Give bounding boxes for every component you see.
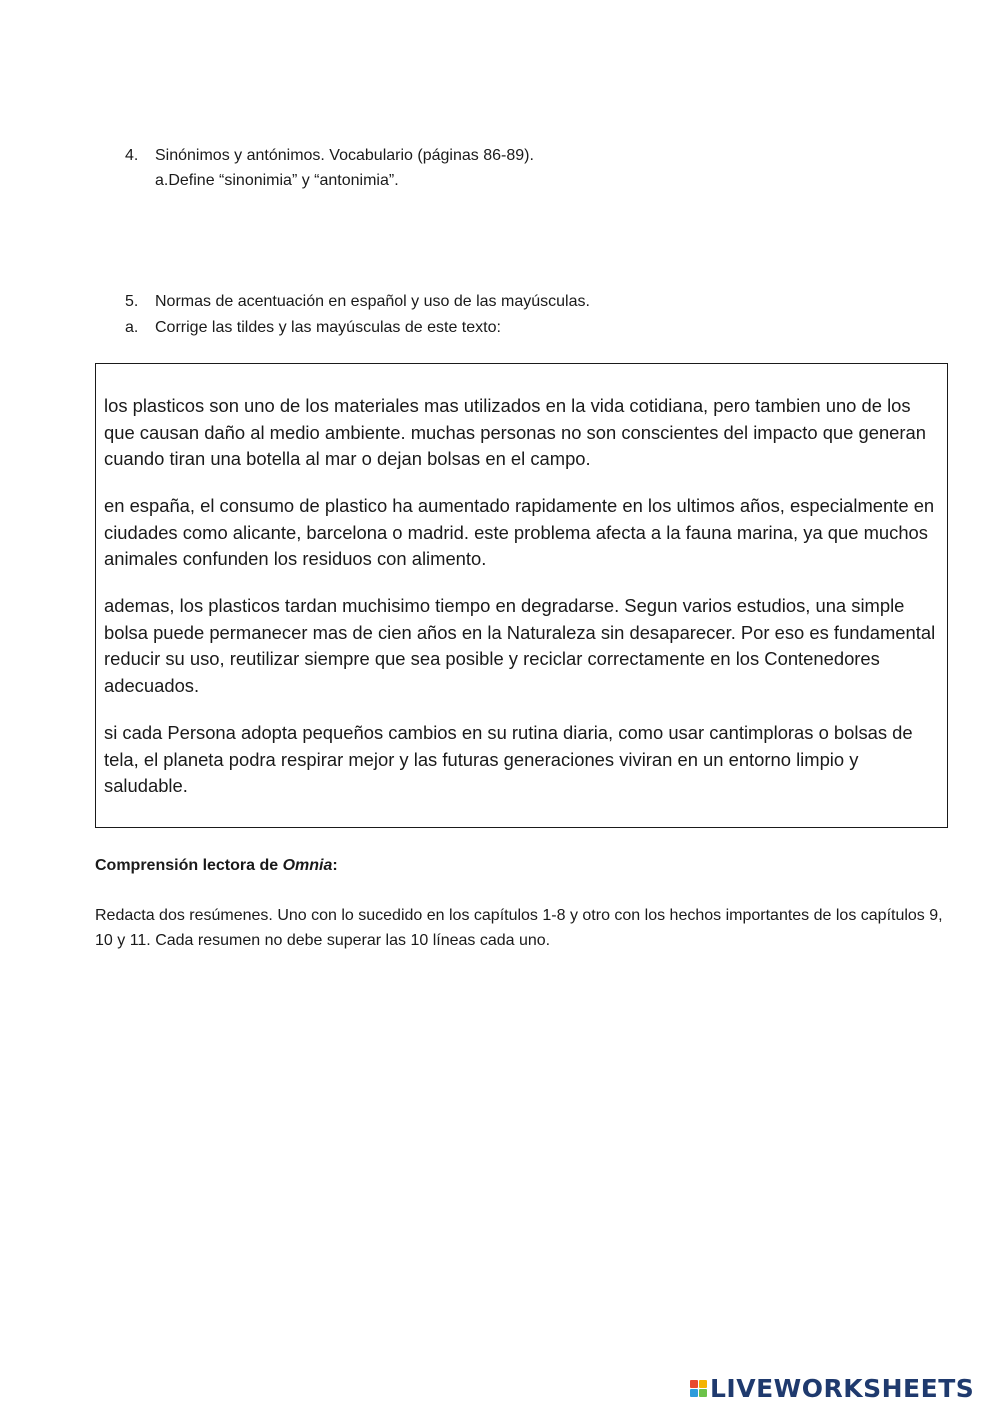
question-5-text: Normas de acentuación en español y uso de las mayúsculas.: [155, 293, 590, 310]
passage-box: [95, 363, 948, 828]
question-4-text: Sinónimos y antónimos. Vocabulario (páginas 86-89).: [155, 147, 534, 164]
question-4a-text: a.Define “sinonimia” y “antonimia”.: [155, 172, 399, 189]
logo-square-yellow: [699, 1380, 707, 1388]
passage-paragraph-4: si cada Persona adopta pequeños cambios en su rutina diaria, como usar cantimploras o bolsas de tela, el planeta podra respirar mejor y las futuras generaciones viviran en un entorno limpio y saludable.: [104, 722, 913, 796]
liveworksheets-logo-icon: [690, 1380, 707, 1397]
question-5a-letter: a.: [125, 319, 139, 336]
reading-title-suffix: :: [332, 857, 338, 874]
reading-title-book: Omnia: [282, 857, 333, 874]
logo-square-green: [699, 1389, 707, 1397]
question-4-number: 4.: [125, 147, 139, 164]
liveworksheets-logo: [690, 1373, 974, 1403]
logo-square-red: [690, 1380, 698, 1388]
passage-paragraph-1: los plasticos son uno de los materiales mas utilizados en la vida cotidiana, pero tambien uno de los que causan daño al medio ambiente. muchas personas no son conscientes del impacto que generan cuando tiran una botella al mar o dejan bolsas en el campo.: [104, 395, 926, 469]
reading-instructions: Redacta dos resúmenes. Uno con lo sucedido en los capítulos 1-8 y otro con los hechos importantes de los capítulos 9, 10 y 11. Cada resumen no debe superar las 10 líneas cada uno.: [95, 907, 943, 949]
question-5-number: 5.: [125, 293, 139, 310]
reading-title-prefix: Comprensión lectora de: [95, 857, 283, 874]
passage-paragraph-3: ademas, los plasticos tardan muchisimo tiempo en degradarse. Segun varios estudios, una simple bolsa puede permanecer mas de cien años en la Naturaleza sin desaparecer. Por eso es fundamental reducir su uso, reutilizar siempre que sea posible y reciclar correctamente en los Contenedores adecuados.: [104, 595, 936, 696]
liveworksheets-logo-text: LIVEWORKSHEETS: [710, 1373, 975, 1403]
logo-square-blue: [690, 1389, 698, 1397]
reading-section-title: [95, 856, 338, 876]
question-5a-text: Corrige las tildes y las mayúsculas de este texto:: [155, 319, 501, 336]
passage-paragraph-2: en españa, el consumo de plastico ha aumentado rapidamente en los ultimos años, especialmente en ciudades como alicante, barcelona o madrid. este problema afecta a la fauna marina, ya que muchos animales confunden los residuos con alimento.: [104, 495, 935, 569]
